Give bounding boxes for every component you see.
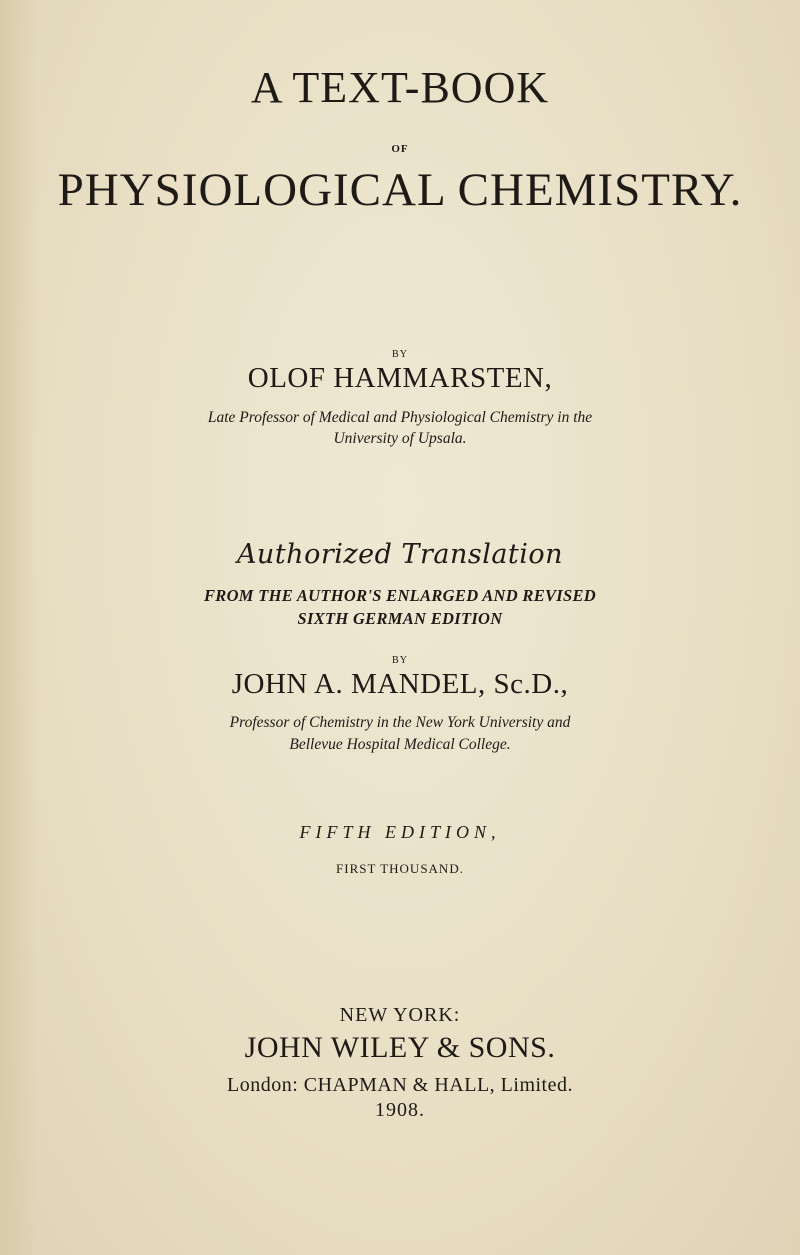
translator-description <box>0 712 800 756</box>
translator-desc-line-2: Bellevue Hospital Medical College. <box>289 736 511 753</box>
author-by: BY <box>392 349 408 360</box>
edition-label: FIFTH EDITION, <box>299 822 501 842</box>
title-of: OF <box>391 143 409 155</box>
author-description <box>0 407 800 449</box>
translator-desc-line-1: Professor of Chemistry in the New York University and <box>229 714 571 731</box>
title-line-2: PHYSIOLOGICAL CHEMISTRY. <box>57 164 743 216</box>
translator-by: BY <box>392 655 408 666</box>
publisher-london: London: CHAPMAN & HALL, Limited. <box>227 1074 573 1096</box>
translator-name: JOHN A. MANDEL, Sc.D., <box>231 668 569 700</box>
author-desc-line-2: University of Upsala. <box>333 430 467 447</box>
authorized-translation-heading: Authorized Translation <box>236 539 564 570</box>
title-line-1: A TEXT-BOOK <box>250 63 550 112</box>
publisher-city: NEW YORK: <box>339 1004 461 1026</box>
translation-source-line-1: FROM THE AUTHOR'S ENLARGED AND REVISED <box>203 586 597 605</box>
author-name: OLOF HAMMARSTEN, <box>247 362 553 394</box>
publisher-name: JOHN WILEY & SONS. <box>244 1031 556 1064</box>
author-desc-line-1: Late Professor of Medical and Physiological Chemistry in the <box>207 409 593 426</box>
edition-printing: FIRST THOUSAND. <box>336 861 464 876</box>
publication-year: 1908. <box>375 1099 425 1121</box>
translation-source <box>0 584 800 630</box>
translation-source-line-2: SIXTH GERMAN EDITION <box>297 609 503 628</box>
